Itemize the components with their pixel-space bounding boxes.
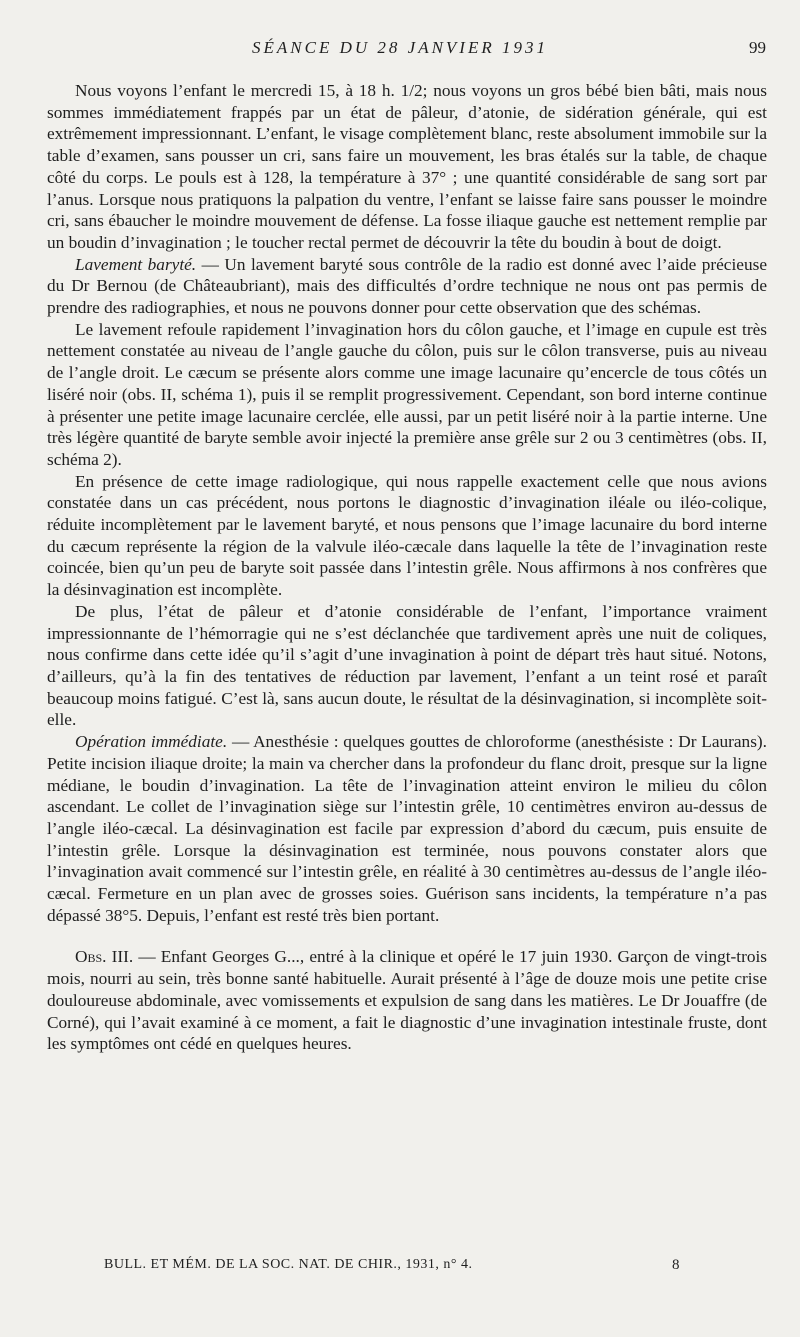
body-text (47, 80, 767, 1055)
paragraph-operation: Opération immédiate. — Anesthésie : quelques gouttes de chloroforme (anesthésiste : Dr Laurans). Petite incision iliaque droite; la main va chercher dans la profondeur du flanc droit, presque sur la ligne médiane, le boudin d’invagination. La tête de l’invagination atteint environ le milieu du côlon ascendant. Le collet de l’invagination siège sur l’intestin grêle, 10 centimètres environ au-dessus de l’angle iléo-cæcal. La désinvagination est facile par expression d’abord du cæcum, puis ensuite de l’intestin grêle. Lorsque la désinvagination est terminée, nous pouvons constater alors que l’invagination avait commencé sur l’intestin grêle, en réalité à 30 centimètres au-dessus de l’angle iléo-cæcal. Fermeture en un plan avec de grosses soies. Guérison sans incidents, la température n’a pas dépassé 38°5. Depuis, l’enfant est resté très bien portant. (47, 732, 767, 925)
journal-citation: BULL. ET MÉM. DE LA SOC. NAT. DE CHIR., 1931, n° 4. (104, 1257, 473, 1272)
section-lead: Opération immédiate. (75, 732, 228, 752)
header-title: SÉANCE DU 28 JANVIER 1931 (252, 38, 548, 57)
paragraph-observation: De plus, l’état de pâleur et d’atonie considérable de l’enfant, l’importance vraiment impressionnante de l’hémorragie qui ne s’est déclanchée que tardivement après une nuit de coliques, nous confirme dans cette idée qu’il s’agit d’une invagination à point de départ très haut situé. Notons, d’ailleurs, qu’à la fin des tentatives de réduction par lavement, l’enfant a un teint rosé et paraît beaucoup moins fatigué. C’est là, sans aucun doute, le résultat de la désinvagination, si incomplète soit-elle. (47, 601, 767, 730)
section-lead: Lavement baryté. (75, 254, 197, 274)
page-number: 99 (749, 38, 766, 57)
paragraph-obs-3: Obs. III. — Enfant Georges G..., entré à la clinique et opéré le 17 juin 1930. Garçon de vingt-trois mois, nourri au sein, très bonne santé habituelle. Aurait présenté à l’âge de douze mois une petite crise douloureuse abdominale, avec vomissements et expulsion de sang dans les matières. Le Dr Jouaffre (de Corné), qui l’avait examiné à ce moment, a fait le diagnostic d’une invagination intestinale fruste, dont les symptômes ont cédé en quelques heures. (47, 947, 767, 1054)
page-footer (104, 1257, 680, 1279)
paragraph-lavement: Lavement baryté. — Un lavement baryté sous contrôle de la radio est donné avec l’aide précieuse du Dr Bernou (de Châteaubriant), mais des difficultés d’ordre technique ne nous ont pas permis de prendre des radiographies, et nous ne pouvons donner pour cette observation que des schémas. (47, 254, 767, 318)
paragraph-diagnosis: En présence de cette image radiologique, qui nous rappelle exactement celle que nous avions constatée dans un cas précédent, nous portons le diagnostic d’invagination iléale ou iléo-colique, réduite incomplètement par le lavement baryté, et nous pensons que l’image lacunaire du bord interne du cæcum représente la région de la valvule iléo-cæcale dans laquelle la tête de l’invagination reste coincée, bien qu’un peu de baryte soit passée dans l’intestin grêle. Nous affirmons à nos confrères que la désinvagination est incomplète. (47, 471, 767, 600)
paragraph-radiology: Le lavement refoule rapidement l’invagination hors du côlon gauche, et l’image en cupule est très nettement constatée au niveau de l’angle gauche du côlon, puis sur le côlon transverse, puis au niveau de l’angle droit. Le cæcum se présente alors comme une image lacunaire qu’encercle de tous côtés un liséré noir (obs. II, schéma 1), puis il se remplit progressivement. Cependant, son bord interne continue à présenter une petite image lacunaire cerclée, elle aussi, par un petit liséré noir à la partie interne. Une très légère quantité de baryte semble avoir injecté la première anse grêle sur 2 ou 3 centimètres (obs. II, schéma 2). (47, 319, 767, 469)
observation-heading: Obs. III. (75, 947, 134, 967)
paragraph-exam: Nous voyons l’enfant le mercredi 15, à 18 h. 1/2; nous voyons un gros bébé bien bâti, mais nous sommes immédiatement frappés par un état de pâleur, d’atonie, de sidération générale, qui est extrêmement impressionnant. L’enfant, le visage complètement blanc, reste absolument immobile sur la table d’examen, sans pousser un cri, sans faire un mouvement, les bras étalés sur la table, de chaque côté du corps. Le pouls est à 128, la température à 37° ; une quantité considérable de sang sort par l’anus. Lorsque nous pratiquons la palpation du ventre, l’enfant se laisse faire sans pousser le moindre cri, sans ébaucher le moindre mouvement de défense. La fosse iliaque gauche est nettement remplie par un boudin d’invagination ; le toucher rectal permet de découvrir la tête du boudin à bout de doigt. (47, 81, 767, 252)
running-header (0, 38, 800, 62)
sheet-signature: 8 (672, 1257, 680, 1273)
